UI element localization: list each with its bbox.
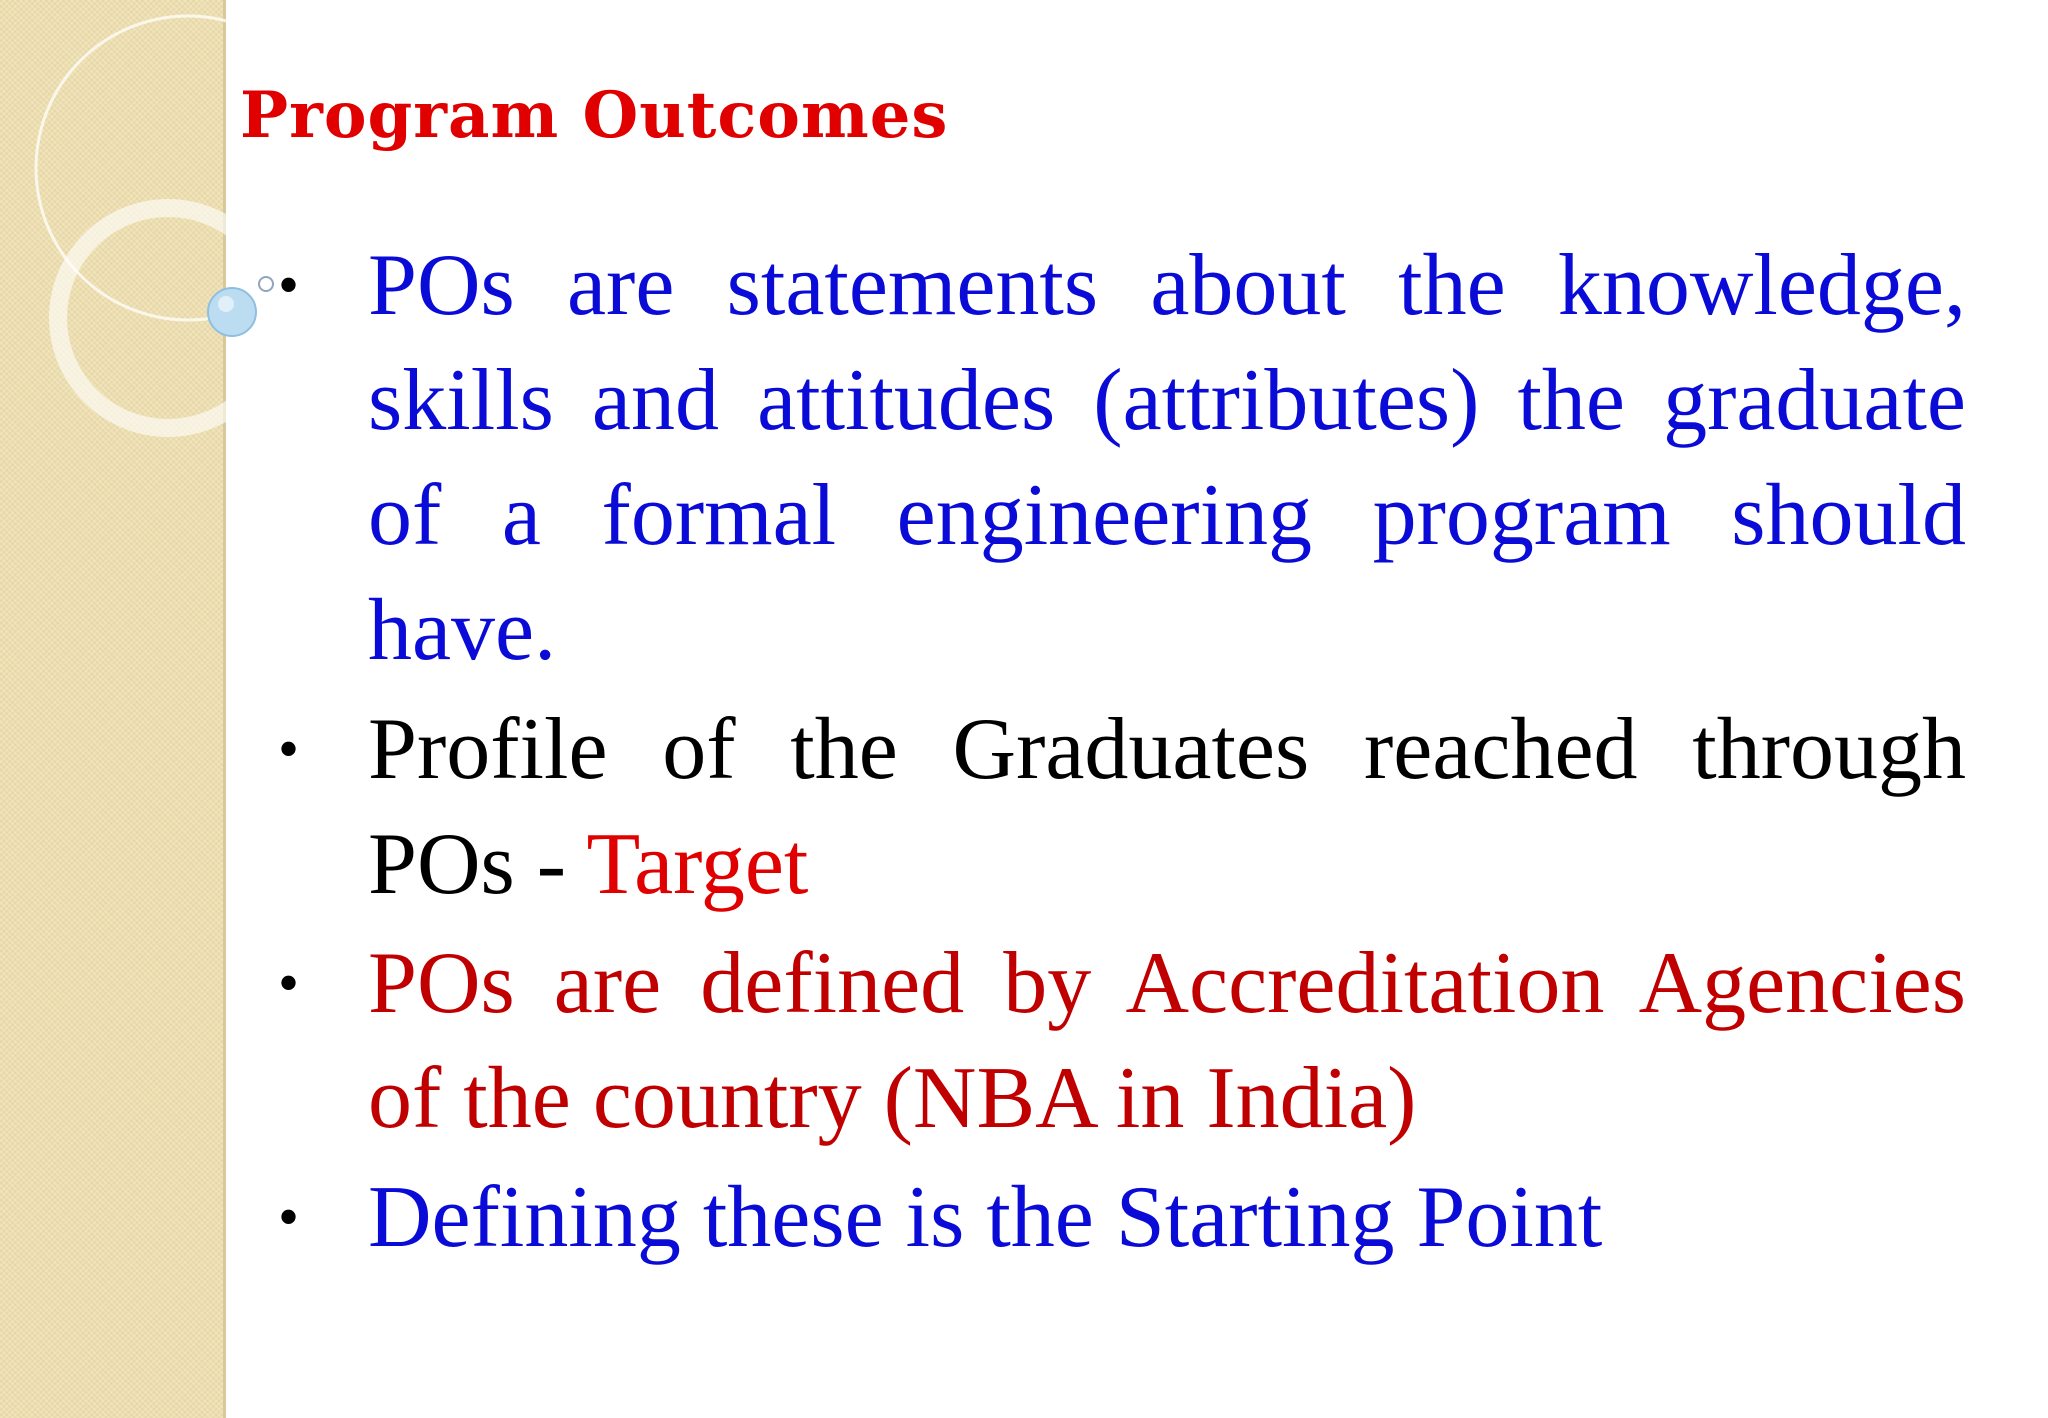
bullet-text-3: POs are defined by Accreditation Agencies of the country (NBA in India) — [368, 935, 1966, 1147]
slide-title: Program Outcomes — [240, 78, 949, 153]
bullet-icon: • — [278, 1184, 300, 1250]
bullet-icon: • — [278, 950, 300, 1016]
bullet-item-2 — [276, 692, 1966, 922]
bullet-highlight-target: Target — [586, 816, 809, 913]
bullet-text-2: Profile of the Graduates reached through POs - — [368, 701, 1966, 913]
bullet-icon: • — [278, 716, 300, 782]
bullet-item-4 — [276, 1160, 1966, 1275]
bullet-item-1 — [276, 228, 1966, 688]
bullet-item-3 — [276, 926, 1966, 1156]
bullet-icon: • — [278, 252, 300, 318]
bullet-list — [276, 228, 1966, 1279]
bullet-text-1: POs are statements about the knowledge, skills and attitudes (attributes) the graduate of a formal engineering program should have. — [368, 237, 1966, 679]
bullet-text-4: Defining these is the Starting Point — [368, 1169, 1603, 1266]
decorative-side-band — [0, 0, 226, 1418]
